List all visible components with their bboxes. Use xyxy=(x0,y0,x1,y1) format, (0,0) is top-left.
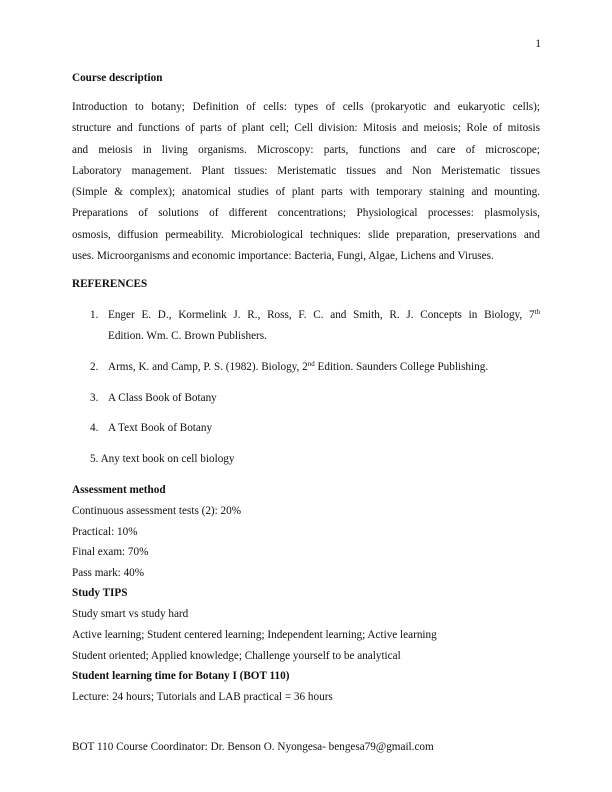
superscript: th xyxy=(534,308,540,316)
learning-time-text: Lecture: 24 hours; Tutorials and LAB practical = 36 hours xyxy=(72,691,333,703)
reference-number: 1. xyxy=(90,309,99,321)
reference-text: A Text Book of Botany xyxy=(108,422,213,434)
description-line: Laboratory management. Plant tissues: Meristematic tissues and Non Meristematic tissues xyxy=(72,164,540,177)
assessment-item: Final exam: 70% xyxy=(72,546,149,558)
reference-number: 2. xyxy=(90,361,99,373)
assessment-item: Pass mark: 40% xyxy=(72,567,145,579)
description-line: and meiosis in living organisms. Microscopy: parts, functions and care of microscope; xyxy=(72,143,540,156)
reference-text-continued: Edition. Wm. C. Brown Publishers. xyxy=(108,330,267,342)
reference-number: 3. xyxy=(90,392,99,404)
reference-text: 5. Any text book on cell biology xyxy=(90,453,235,465)
description-line: uses. Microorganisms and economic importance: Bacteria, Fungi, Algae, Lichens and Viruses. xyxy=(72,250,494,263)
description-line: structure and functions of parts of plant cell; Cell division: Mitosis and meiosis; Role of mitosis xyxy=(72,122,540,135)
study-tip: Student oriented; Applied knowledge; Challenge yourself to be analytical xyxy=(72,650,401,662)
footer-coordinator: BOT 110 Course Coordinator: Dr. Benson O. Nyongesa- bengesa79@gmail.com xyxy=(72,741,434,753)
description-line: Introduction to botany; Definition of cells: types of cells (prokaryotic and eukaryotic cells); xyxy=(72,101,540,113)
course-description-heading: Course description xyxy=(72,72,163,84)
references-heading: REFERENCES xyxy=(72,278,148,290)
reference-text xyxy=(108,361,488,373)
assessment-item: Practical: 10% xyxy=(72,526,138,538)
reference-text xyxy=(108,309,540,321)
description-line: osmosis, diffusion permeability. Microbiological techniques: slide preparation, preservations and xyxy=(72,228,540,241)
page-number: 1 xyxy=(535,38,541,50)
reference-text: A Class Book of Botany xyxy=(108,392,217,404)
study-tips-heading: Study TIPS xyxy=(72,587,128,599)
reference-text-main: Enger E. D., Kormelink J. R., Ross, F. C. and Smith, R. J. Concepts in Biology, 7 xyxy=(108,309,535,321)
reference-text-main: Arms, K. and Camp, P. S. (1982). Biology, 2 xyxy=(108,361,308,373)
assessment-heading: Assessment method xyxy=(72,484,166,496)
learning-time-heading: Student learning time for Botany I (BOT 110) xyxy=(72,670,290,682)
reference-text-tail: Edition. Saunders College Publishing. xyxy=(314,361,489,373)
course-description-paragraph xyxy=(72,97,540,267)
study-tip: Study smart vs study hard xyxy=(72,608,189,620)
description-line: Preparations of solutions of different concentrations; Physiological processes: plasmolysis, xyxy=(72,207,540,220)
superscript: nd xyxy=(307,360,315,368)
reference-number: 4. xyxy=(90,422,99,434)
description-line: (Simple & complex); anatomical studies of plant parts with temporary staining and mounting. xyxy=(72,186,540,199)
assessment-item: Continuous assessment tests (2): 20% xyxy=(72,505,242,517)
study-tip: Active learning; Student centered learning; Independent learning; Active learning xyxy=(72,629,437,641)
